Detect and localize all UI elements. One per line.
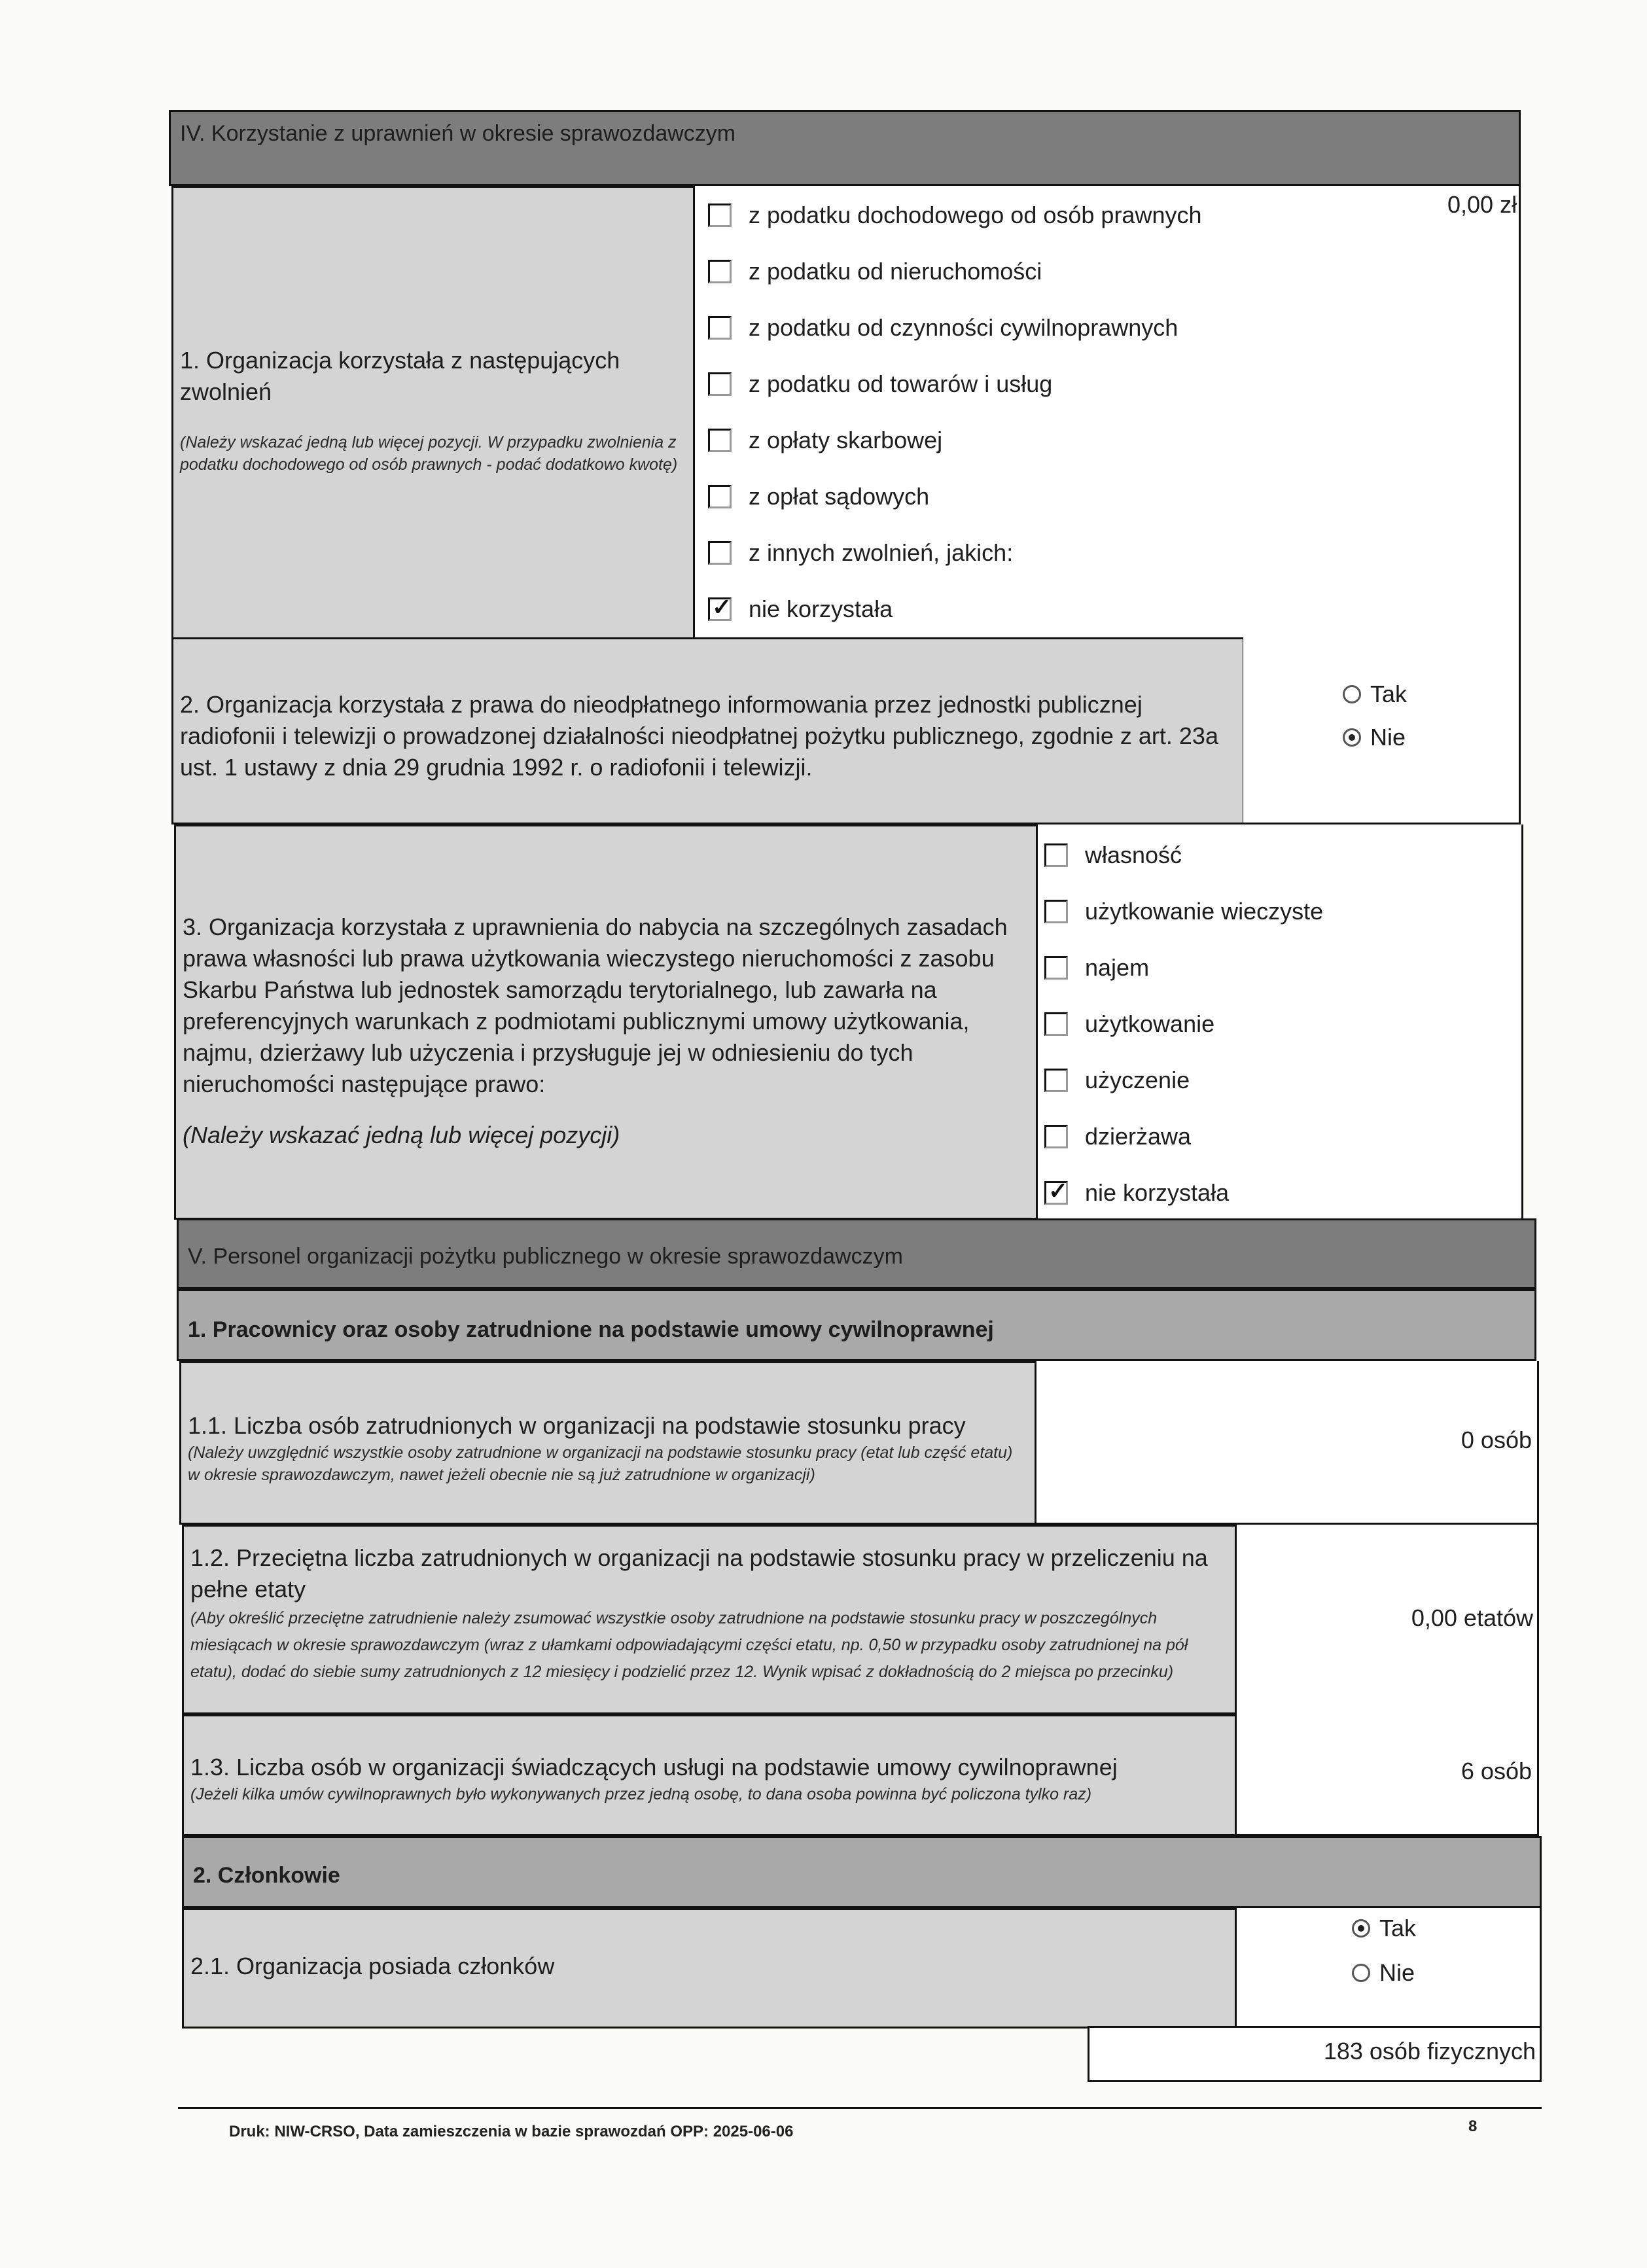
q1-amount: 0,00 zł — [1447, 191, 1517, 218]
q1-option-civil-law-tax[interactable] — [708, 314, 1178, 342]
q3-label-cell — [174, 824, 1038, 1220]
checkbox-checked-icon[interactable] — [708, 597, 732, 621]
q13-value: 6 osób — [1461, 1758, 1532, 1784]
checkbox-icon[interactable] — [1044, 1125, 1068, 1148]
section-v-header: V. Personel organizacji pożytku publicznego w okresie sprawozdawczym — [177, 1218, 1536, 1289]
checkbox-checked-icon[interactable] — [1044, 1181, 1068, 1205]
checkbox-icon[interactable] — [708, 260, 732, 283]
q2-radio-tak[interactable] — [1343, 681, 1407, 708]
footer-rule — [178, 2107, 1542, 2109]
q11-label-cell — [179, 1361, 1036, 1525]
q11-hint: (Należy uwzględnić wszystkie osoby zatrudnione w organizacji na podstawie stosunku pracy (etat lub część etatu) w okresie sprawozdawczym, nawet jeżeli obecnie nie są już zatrudnione w organizacji) — [188, 1444, 1013, 1484]
checkbox-icon[interactable] — [708, 204, 732, 227]
q12-hint: (Aby określić przeciętne zatrudnienie należy zsumować wszystkie osoby zatrudnione na podstawie stosunku pracy w poszczególnych miesiącach w okresie sprawozdawczym (wraz z ułamkami odpowiadającymi części etatu, np. 0,50 w przypadku osoby zatrudnionej na pół etatu), dodać do siebie sumy zatrudnionych z 12 miesięcy i podzielić przez 12. Wynik wpisać z dokładnością do 2 miejsca po przecinku) — [190, 1609, 1188, 1681]
section-v-sub2-header: 2. Członkowie — [182, 1836, 1542, 1908]
checkbox-icon[interactable] — [1044, 1069, 1068, 1092]
q12-label: 1.2. Przeciętna liczba zatrudnionych w organizacji na podstawie stosunku pracy w przeliczeniu na pełne etaty — [190, 1544, 1208, 1603]
checkbox-icon[interactable] — [1044, 1012, 1068, 1036]
q3-option-label: nie korzystała — [1085, 1179, 1230, 1206]
q1-option-vat[interactable] — [708, 370, 1052, 398]
q1-label: 1. Organizacja korzystała z następujących zwolnień — [180, 347, 620, 405]
q2-label-cell — [171, 637, 1245, 824]
q3-label: 3. Organizacja korzystała z uprawnienia do nabycia na szczególnych zasadach prawa własności lub prawa użytkowania wieczystego nieruchomości z zasobu Skarbu Państwa lub jednostek samorządu terytorialnego, lub zawarła na preferencyjnych warunkach z podmiotami publicznymi umowy użytkowania, najmu, dzierżawy lub użyczenia i przysługuje jej w odniesieniu do tych nieruchomości następujące prawo: — [183, 913, 1008, 1097]
q3-option-not-used[interactable] — [1044, 1179, 1229, 1207]
q3-option-usufruct[interactable] — [1044, 1010, 1214, 1038]
q21-radio-label: Tak — [1379, 1915, 1417, 1941]
q1-option-label: z innych zwolnień, jakich: — [749, 539, 1014, 566]
q3-option-label: użytkowanie — [1085, 1010, 1215, 1037]
q1-option-court-fees[interactable] — [708, 483, 929, 510]
q21-members-value: 183 osób fizycznych — [1323, 2038, 1536, 2064]
q11-value: 0 osób — [1461, 1426, 1532, 1453]
q1-option-label: z podatku od czynności cywilnoprawnych — [749, 314, 1178, 341]
q1-option-label: z podatku od towarów i usług — [749, 370, 1053, 397]
q3-option-label: użyczenie — [1085, 1067, 1190, 1093]
q2-radio-label: Nie — [1370, 724, 1406, 751]
checkbox-icon[interactable] — [708, 316, 732, 340]
q13-hint: (Jeżeli kilka umów cywilnoprawnych było wykonywanych przez jedną osobę, to dana osoba powinna być policzona tylko raz) — [190, 1785, 1092, 1803]
radio-icon[interactable] — [1343, 685, 1361, 703]
footer-text: Druk: NIW-CRSO, Data zamieszczenia w bazie sprawozdań OPP: 2025-06-06 — [229, 2123, 794, 2140]
q3-option-perpetual-usufruct[interactable] — [1044, 898, 1323, 925]
section-iv-header: IV. Korzystanie z uprawnień w okresie sprawozdawczym — [169, 110, 1521, 186]
checkbox-icon[interactable] — [708, 372, 732, 396]
q1-option-stamp-duty[interactable] — [708, 427, 942, 454]
q13-label-cell — [182, 1714, 1237, 1836]
q3-option-label: użytkowanie wieczyste — [1085, 898, 1324, 925]
q1-label-cell — [171, 186, 695, 640]
page-number: 8 — [1468, 2117, 1478, 2135]
q1-option-label: z podatku dochodowego od osób prawnych — [749, 202, 1202, 228]
q12-value: 0,00 etatów — [1411, 1604, 1533, 1631]
checkbox-icon[interactable] — [708, 485, 732, 508]
q12-label-cell — [182, 1525, 1237, 1714]
q1-option-other[interactable] — [708, 539, 1013, 567]
section-v-sub1-header: 1. Pracownicy oraz osoby zatrudnione na podstawie umowy cywilnoprawnej — [177, 1289, 1536, 1361]
q3-option-label: dzierżawa — [1085, 1123, 1192, 1150]
q2-radio-nie[interactable] — [1343, 724, 1406, 751]
q3-option-ownership[interactable] — [1044, 842, 1182, 869]
q2-radio-label: Tak — [1370, 681, 1408, 707]
q1-option-label: z opłaty skarbowej — [749, 427, 943, 453]
q3-option-label: najem — [1085, 954, 1150, 981]
checkbox-icon[interactable] — [1044, 956, 1068, 980]
q3-option-lease[interactable] — [1044, 1123, 1191, 1150]
q3-hint: (Należy wskazać jedną lub więcej pozycji) — [183, 1122, 620, 1148]
q21-radio-label: Nie — [1379, 1959, 1415, 1986]
q1-option-cit[interactable] — [708, 202, 1202, 229]
radio-selected-icon[interactable] — [1343, 728, 1361, 747]
q21-radio-tak[interactable] — [1352, 1915, 1416, 1942]
q3-option-rental[interactable] — [1044, 954, 1149, 982]
checkbox-icon[interactable] — [708, 429, 732, 452]
q1-option-not-used[interactable] — [708, 595, 893, 623]
q21-label-cell — [182, 1908, 1237, 2029]
radio-icon[interactable] — [1352, 1964, 1370, 1982]
checkbox-icon[interactable] — [1044, 843, 1068, 867]
q2-label: 2. Organizacja korzystała z prawa do nieodpłatnego informowania przez jednostki publicznej radiofonii i telewizji o prowadzonej działalności nieodpłatnej pożytku publicznego, zgodnie z art. 23a ust. 1 ustawy z dnia 29 grudnia 1992 r. o radiofonii i telewizji. — [180, 691, 1218, 781]
radio-selected-icon[interactable] — [1352, 1919, 1370, 1938]
q3-option-lending[interactable] — [1044, 1067, 1190, 1094]
q1-hint: (Należy wskazać jedną lub więcej pozycji. W przypadku zwolnienia z podatku dochodowego od osób prawnych - podać dodatkowo kwotę) — [180, 433, 678, 474]
checkbox-icon[interactable] — [708, 541, 732, 565]
q1-options-cell — [695, 186, 1521, 640]
q11-label: 1.1. Liczba osób zatrudnionych w organizacji na podstawie stosunku pracy — [188, 1412, 966, 1439]
q21-label: 2.1. Organizacja posiada członków — [190, 1953, 555, 1979]
q1-option-label: z podatku od nieruchomości — [749, 258, 1042, 285]
q13-label: 1.3. Liczba osób w organizacji świadczących usługi na podstawie umowy cywilnoprawnej — [190, 1754, 1118, 1781]
q3-option-label: własność — [1085, 842, 1182, 868]
q1-option-label: z opłat sądowych — [749, 483, 930, 510]
q1-option-label: nie korzystała — [749, 595, 893, 622]
q21-radio-nie[interactable] — [1352, 1959, 1415, 1987]
checkbox-icon[interactable] — [1044, 900, 1068, 923]
q1-option-property-tax[interactable] — [708, 258, 1042, 285]
